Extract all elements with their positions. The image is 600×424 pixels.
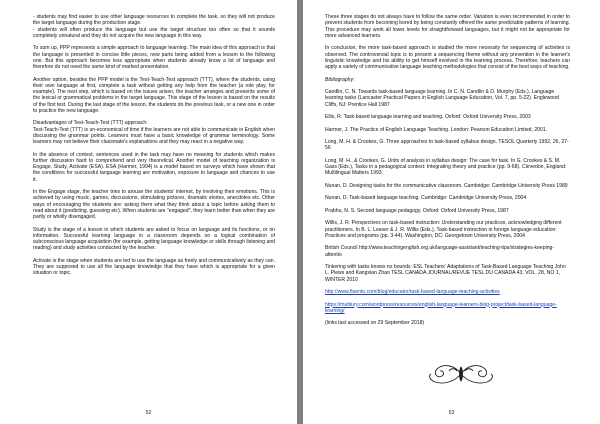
paragraph: Test-Teach-Test (TTT) is un-economical of time if the learners are not able to communicate in English when discussing the grammar points. Learners must have a basic knowledge of grammar terminology. Some learners may not believe their classmate's explanations and they may react in a negative way. <box>33 126 275 145</box>
bibliography-entry: Candlin, C. N. Towards task-based language learning. In C. N. Candlin & D. Murphy (Eds.), Language learning tasks (Lancaster Practical Papers in English Language Education, Vol. 7, pp. 5-22). Englewood Cliffs, NJ: Prentice Hall 1987 <box>325 89 559 108</box>
bibliography-entry: Harmer, J. The Practice of English Language Teaching. London: Pearson Education Limited, 2001. <box>325 126 548 133</box>
bibliography-entry: Long, M. H., & Crookes, G. Units of analysis in syllabus design: The case for task. In G. Crookes & S. M. Gass (Eds.), Tasks in a pedagogical context: Integrating theory and practice (pp. 9-68). Clevedon, England: Multilingual Matters 1993. <box>325 157 567 177</box>
bibliography-entry: Ellis, R. Task-based language learning and teaching. Oxford: Oxford University Press, 2003 <box>325 114 531 120</box>
section-heading: Disadvantages of Test-Teach-Test (TTT) approach: <box>33 120 148 127</box>
paragraph: These three stages do not always have to follow the same order. Variation is even recommended in order to prevent students from becoming bored by being constantly offered the same predictable patterns of learning. This procedure may work all lower levels for straightforward languages, but it might not be appropriate for more advanced learners. <box>325 14 570 39</box>
paragraph: Study is the stage of a lesson in which students are asked to focus on language and its functions, or on information. Successful learning language in a classroom depends on a logical combination of subconscious language acquisition (for example, getting language knowledge or skills through listening and reading) and study activities conducted by the teacher. <box>33 226 275 252</box>
bibliography-entry: (links last accessed on 29 September 2018) <box>325 320 425 327</box>
bibliography-entry: Prabhu, N. S. Second language pedagogy. Oxford: Oxford University Press, 1987 <box>325 207 509 214</box>
right-page <box>303 0 600 424</box>
bibliography-entry: Nunan, D. Task-based language teaching. Cambridge: Cambridge University Press, 2004 <box>325 195 527 202</box>
paragraph: In conclusion, the more task-based approach is studied the more necessity for sequencing of activities is observed. The controversial topic is to present a sequencing theme without any prevention in the learner's linguistic knowledge and his ability to get himself involved in the learning process. Therefore, teachers can apply a variety of communicative language teaching methodologies that consist of the best ways of teaching. <box>325 45 570 70</box>
bibliography-link[interactable]: https://multiury.com/wordpress/resources/english-language-learners-blog-project/task-based-language-learning/ <box>325 301 557 314</box>
page-number: 53 <box>448 410 455 416</box>
left-page <box>0 0 297 424</box>
bibliography-entry: Tinkering with tasks knows no bounds: ESL Teachers' Adaptations of Task-Based Language Teaching John L. Plews and Kangxian Zhao TESL CANADA JOURNAL/REVUE TESL DU CANADA 43, VOL. 28, NO 1, WINTER 2010 <box>325 264 566 283</box>
page-number: 52 <box>145 410 152 416</box>
paragraph: To sum up, PPP represents a simple approach to language learning. The main idea of this approach is that the language is presented in concise little pieces, new parts being added from a lesson to the following one. But this approach becomes less appropriate when students already know a lot of language and therefore do not need the same kind of marked presentation. <box>33 45 275 70</box>
paragraph: - students will often produce the language but use the target structure too often so that it sounds completely unnatural and they do not acquire the new language in this way. <box>33 26 275 39</box>
bibliography-entry: Long, M. H. & Crookes, G. Three approaches to task-based syllabus design. TESOL Quarterly 1992, 26, 27-56 <box>325 139 569 152</box>
bibliography-entry: Willis, J. R. Perspectives on task-based instruction: Understanding our practices, acknowledging different practitioners. In B. L. Leaver & J. R. Willis (Eds.), Task-based instruction in foreign language education: Practices and programs (pp. 3-44). Washington, DC: Georgetown University Press, 2004 <box>325 220 562 239</box>
bibliography-entry: British Council http://www.teachingenglish.org.uk/language-assistant/teaching-tips/strategies-keeping-attentio <box>325 245 555 258</box>
right-page-body <box>325 14 570 406</box>
bibliography-title: Bibliography: <box>325 76 355 83</box>
left-page-body <box>33 14 275 406</box>
paragraph: Activate is the stage when students are led to use the language as freely and communicatively as they can. They are supposed to use all the language knowledge that they have which is appropriate for a given situation or topic. <box>33 257 275 277</box>
paragraph: In the Engage stage, the teacher tries to arouse the students' interest, by involving their emotions. This is achieved by using music, games, discussions, stimulating pictures, dramatic stories, anecdotes etc. Other ways of encouraging the students are: asking them what they think about a topic before asking them to read about it (predicting, guessing etc). When students are "engaged", they learn better than when they are partly or wholly disengaged. <box>33 189 275 220</box>
paragraph: In the absence of context, sentences used in the task may have no meaning for students which makes further discussion hard to comprehend and very theoretical. Another model of teaching organization is Engage, Study, Activate (ESA). ESA (Harmer, 1994) is a model based on surveys which have shown that the conditions for successful language learning are motivation, exposure to language and chances to use it. <box>33 151 275 183</box>
decorative-swirl-ornament-icon <box>425 359 497 389</box>
paragraph: Another option, besides the PPP model is the Test-Teach-Test approach (TTT), where the students, using their own language at first, complete a task without getting any help from the teacher (a role play, for example). The next step, which is based on the issues arisen, the teacher arranges and presents some of the lexical or grammatical problems in the target language. This stage of the lesson is based on the results of the first test. During the last stage of the lesson, the students do the previous task, or a new one in order to practice the new language. <box>33 76 275 114</box>
bibliography-link[interactable]: http://www.fluentu.com/blog/educator/task-based-language-teaching-activities <box>325 289 500 295</box>
paragraph: - students may find easier to use other language resources to complete the task, so they will not produce the target language during the production stage. <box>33 14 275 27</box>
bibliography-entry: Nunan, D. Designing tasks for the communicative classroom. Cambridge: Cambridge University Press 1989 <box>325 182 568 189</box>
